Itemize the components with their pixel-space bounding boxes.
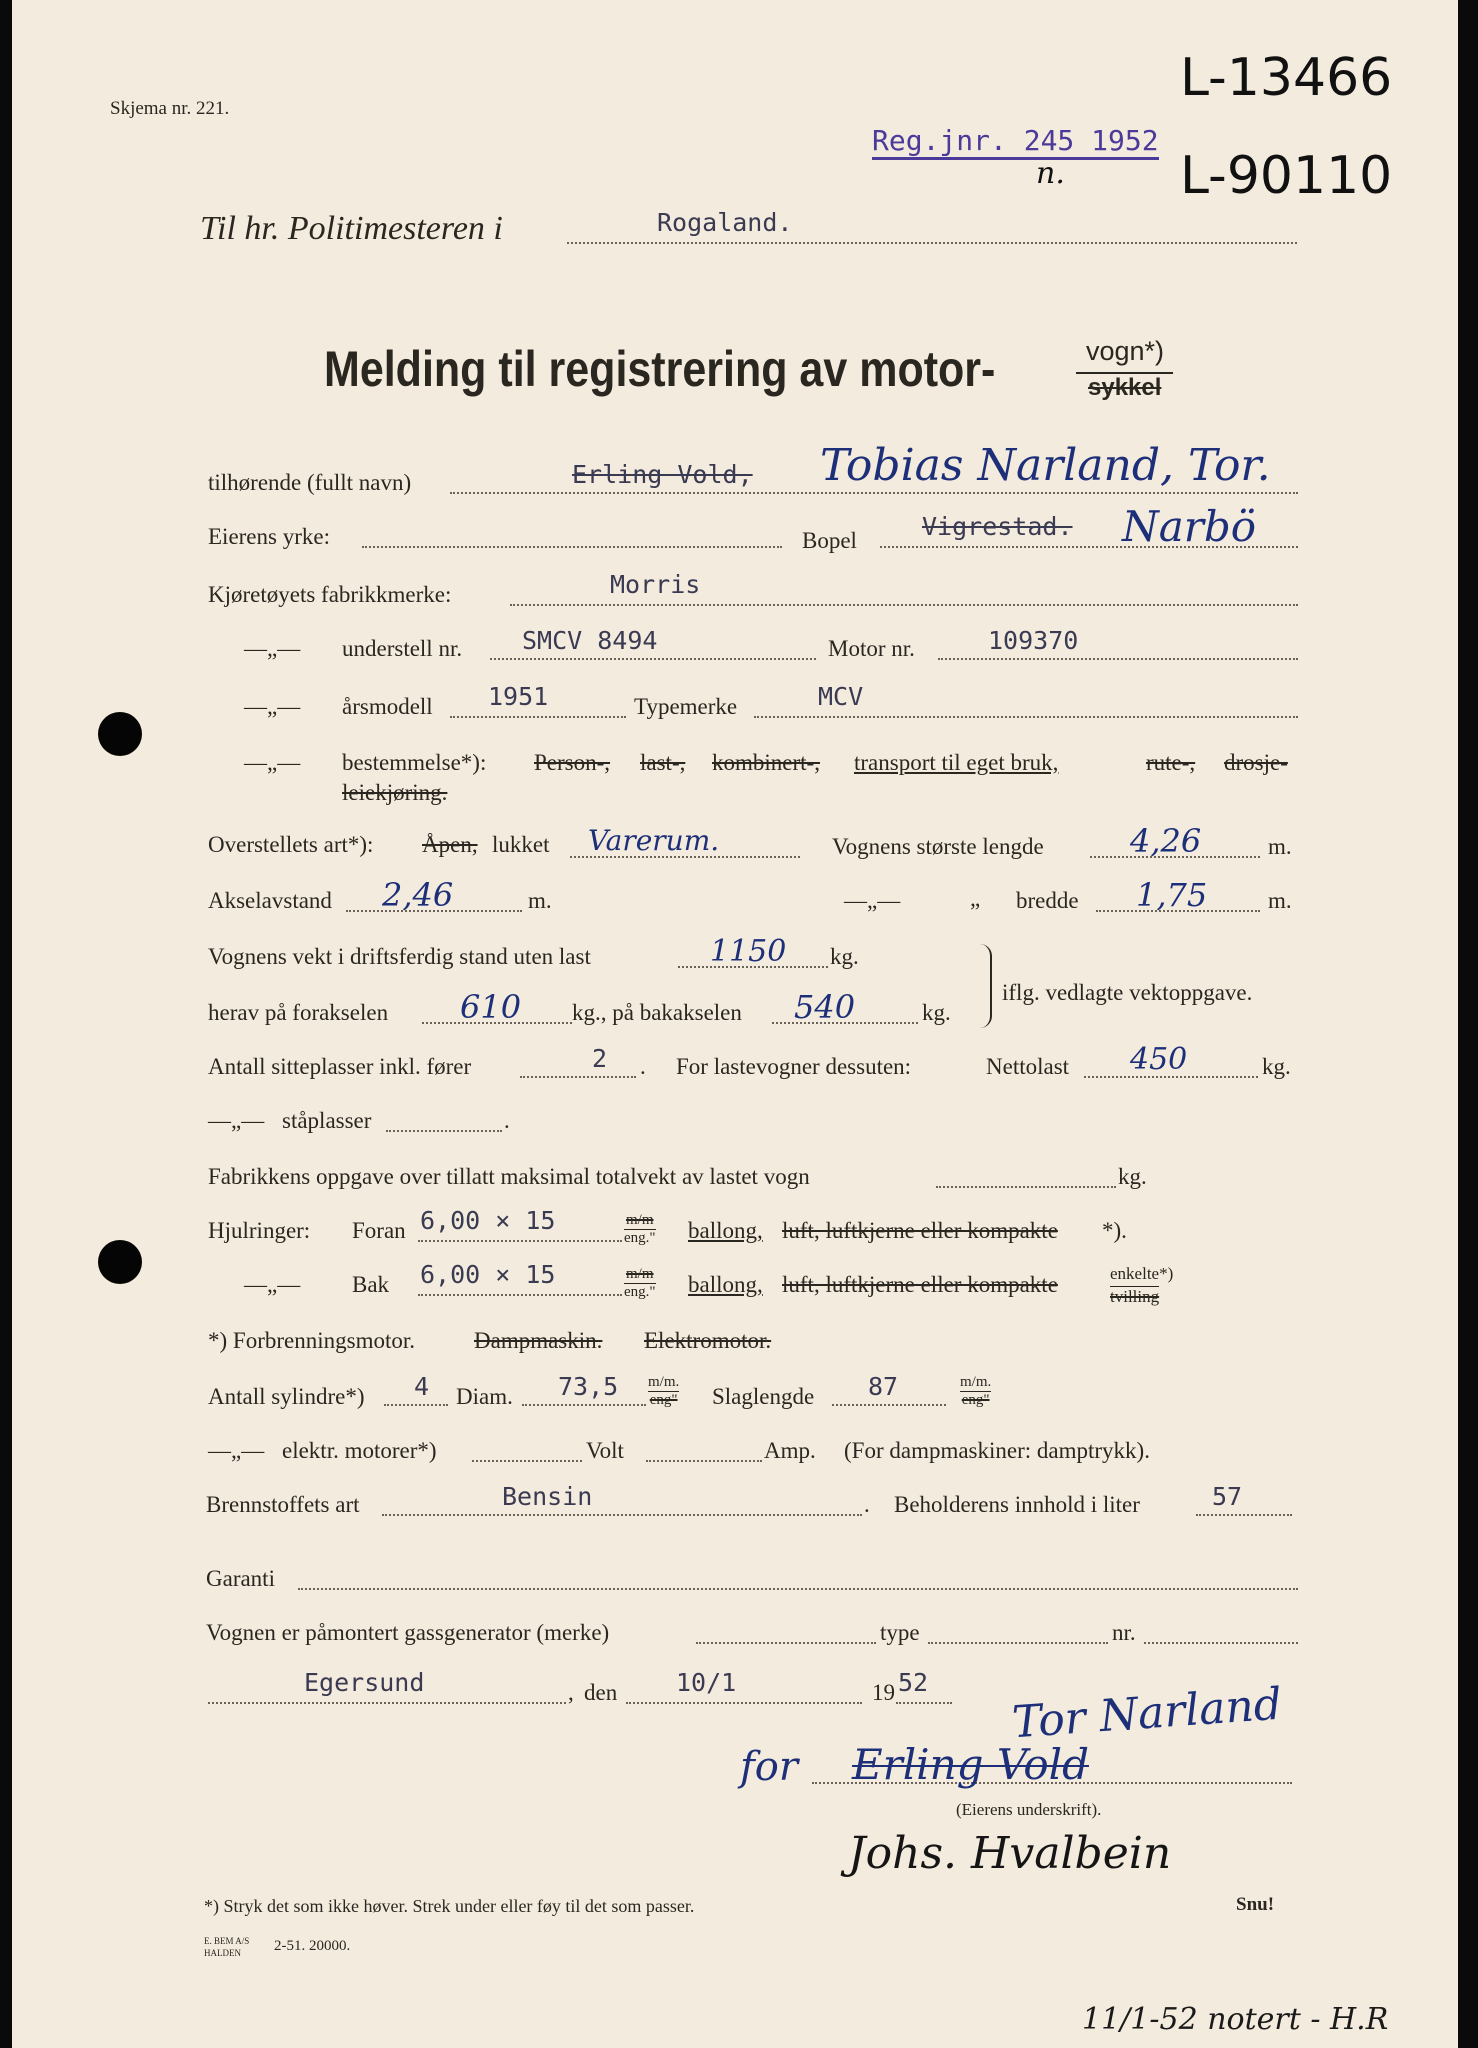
seats-end: . (640, 1054, 646, 1079)
max-weight-label: Fabrikkens oppgave over tillatt maksimal totalvekt av lastet vogn (208, 1164, 810, 1189)
type-label: Typemerke (634, 694, 738, 719)
diameter-unit-eng: eng" (649, 1392, 678, 1408)
type-value: MCV (818, 682, 864, 711)
punch-hole-bottom (98, 1240, 142, 1284)
wheelbase-label: Akselavstand (208, 888, 332, 913)
tyres-rear-unit (624, 1266, 656, 1301)
printer-city: HALDEN (204, 1948, 241, 1958)
print-info: 2-51. 20000. (274, 1938, 351, 1954)
tank-line (1196, 1514, 1292, 1516)
chassis-label: understell nr. (342, 636, 463, 661)
title-option-vogn: vogn*) (1086, 336, 1165, 366)
width-label: bredde (1016, 888, 1079, 913)
standing-line (386, 1130, 502, 1132)
wheelbase-unit: m. (528, 888, 552, 913)
stroke-unit-eng: eng" (961, 1392, 990, 1408)
ditto-purpose: —„— (244, 750, 301, 775)
addressee-value: Rogaland. (657, 208, 793, 237)
purpose-own-transport: transport til eget bruk, (854, 750, 1059, 775)
standing-end: . (504, 1108, 510, 1133)
date-label: den (584, 1680, 618, 1705)
length-value: 4,26 (1130, 822, 1202, 860)
ditto-model: —„— (244, 694, 301, 719)
owner-handwritten: Tobias Narland, Tor. (820, 440, 1271, 491)
tyres-rear-value: 6,00 × 15 (420, 1260, 556, 1289)
motor-value: 109370 (988, 626, 1079, 655)
addressee-label: Til hr. Politimesteren i (200, 210, 503, 247)
electric-label: elektr. motorer*) (282, 1438, 437, 1463)
model-year-value: 1951 (488, 682, 549, 711)
model-year-line (450, 716, 626, 718)
punch-hole-top (98, 712, 142, 756)
signature-caption: (Eierens underskrift). (956, 1800, 1102, 1819)
year-prefix: 19 (872, 1680, 895, 1705)
owner-label: tilhørende (fullt navn) (208, 470, 412, 495)
owner-typed-struck: Erling Vold, (572, 460, 753, 489)
purpose-combined: kombinert-, (712, 750, 820, 775)
tyres-rear-line (418, 1294, 622, 1296)
front-axle-value: 610 (460, 988, 522, 1026)
purpose-taxi: drosje- (1224, 750, 1288, 775)
volt-line (646, 1460, 762, 1462)
gas-line (696, 1642, 876, 1644)
purpose-goods: last-, (640, 750, 686, 775)
width-unit: m. (1268, 888, 1292, 913)
tank-label: Beholderens innhold i liter (894, 1492, 1140, 1517)
ditto-electric: —„— (208, 1438, 265, 1463)
tyres-front-end: *). (1102, 1218, 1127, 1243)
seats-label: Antall sitteplasser inkl. fører (208, 1054, 472, 1079)
stroke-unit (960, 1374, 991, 1409)
body-closed-label: lukket (492, 832, 550, 857)
body-label: Overstellets art*): (208, 832, 374, 857)
cylinders-label: Antall sylindre*) (208, 1384, 365, 1409)
occupation-line (362, 546, 782, 548)
chassis-value: SMCV 8494 (522, 626, 658, 655)
type-line (754, 716, 1298, 718)
reference-number-2: L-90110 (1180, 146, 1393, 206)
place-line (208, 1702, 566, 1704)
ditto-width-mark: „ (970, 886, 981, 911)
margin-note: 11/1-52 notert - H.R (1082, 2002, 1389, 2037)
payload-value: 450 (1130, 1042, 1188, 1077)
length-unit: m. (1268, 834, 1292, 859)
ditto-tyres: —„— (244, 1272, 301, 1297)
journal-stamp-suffix: n. (1036, 156, 1065, 191)
seats-value: 2 (592, 1044, 608, 1073)
residence-handwritten: Narbö (1122, 502, 1257, 551)
length-label: Vognens største lengde (832, 834, 1044, 859)
tyres-label: Hjulringer: (208, 1218, 311, 1243)
place-comma: , (568, 1680, 574, 1705)
weight-value: 1150 (710, 934, 787, 969)
gas-type-line (928, 1642, 1108, 1644)
tyres-front-value: 6,00 × 15 (420, 1206, 556, 1235)
tyres-front-balloon: ballong, (688, 1218, 763, 1243)
steam-note: (For dampmaskiner: damptrykk). (844, 1438, 1150, 1463)
year-value: 52 (898, 1668, 929, 1697)
standing-label: ståplasser (282, 1108, 372, 1133)
date-line (626, 1702, 862, 1704)
diameter-unit-mm: m/m. (648, 1374, 680, 1390)
weight-note: iflg. vedlagte vektoppgave. (1002, 980, 1253, 1005)
addressee-line (567, 242, 1297, 244)
wheelbase-value: 2,46 (382, 876, 454, 914)
tyres-front-label: Foran (352, 1218, 406, 1243)
purpose-route: rute-, (1146, 750, 1196, 775)
place-value: Egersund (304, 1668, 425, 1697)
volt-label: Volt (586, 1438, 624, 1463)
weight-label: Vognens vekt i driftsferdig stand uten last (208, 944, 591, 969)
ditto-standing: —„— (208, 1108, 265, 1133)
stroke-line (832, 1404, 946, 1406)
max-weight-line (936, 1186, 1116, 1188)
tyres-front-line (418, 1240, 622, 1242)
stroke-label: Slaglengde (712, 1384, 815, 1409)
motor-label: Motor nr. (828, 636, 915, 661)
title-option-sykkel: sykkel (1076, 372, 1173, 402)
purpose-person: Person-, (534, 750, 611, 775)
ditto-chassis: —„— (244, 636, 301, 661)
width-value: 1,75 (1136, 876, 1208, 914)
tyres-front-unit (624, 1212, 656, 1247)
body-open: Åpen, (422, 832, 478, 857)
date-value: 10/1 (676, 1668, 737, 1697)
fuel-value: Bensin (502, 1482, 593, 1511)
stroke-value: 87 (868, 1372, 899, 1401)
electric-line (472, 1460, 582, 1462)
ditto-width: —„— (844, 888, 901, 913)
rear-axle-unit: kg. (922, 1000, 951, 1025)
diameter-line (522, 1404, 646, 1406)
tyres-rear-unit-eng: eng." (624, 1284, 656, 1300)
residence-label: Bopel (802, 528, 857, 553)
owner-line (450, 492, 1298, 494)
tyres-rear-balloon: ballong, (688, 1272, 763, 1297)
form-title: Melding til registrering av motor- (324, 341, 996, 397)
tyres-single: enkelte*) (1110, 1264, 1174, 1283)
make-line (510, 604, 1298, 606)
tyres-front-unit-mm: m/m (626, 1212, 654, 1228)
fuel-end: . (864, 1492, 870, 1517)
turn-page: Snu! (1236, 1894, 1275, 1915)
gas-nr-line (1144, 1642, 1298, 1644)
engine-electric: Elektromotor. (644, 1328, 772, 1353)
signature-previous-owner: Erling Vold (852, 1740, 1089, 1789)
reference-number-1: L-13466 (1180, 48, 1393, 108)
tyres-rear-types: luft, luftkjerne eller kompakte (782, 1272, 1058, 1297)
year-line (896, 1702, 952, 1704)
diameter-label: Diam. (456, 1384, 513, 1409)
warranty-line (298, 1588, 1298, 1590)
occupation-label: Eierens yrke: (208, 524, 330, 549)
form-number: Skjema nr. 221. (110, 98, 230, 119)
gas-label: Vognen er påmontert gassgenerator (merke) (206, 1620, 610, 1645)
tyres-rear-label: Bak (352, 1272, 390, 1297)
diameter-value: 73,5 (558, 1372, 619, 1401)
lorry-label: For lastevogner dessuten: (676, 1054, 912, 1079)
max-weight-unit: kg. (1118, 1164, 1147, 1189)
signature-owner: Tor Narland (1010, 1678, 1284, 1749)
gas-type-label: type (880, 1620, 920, 1645)
payload-unit: kg. (1262, 1054, 1291, 1079)
warranty-label: Garanti (206, 1566, 275, 1591)
engine-combustion: *) Forbrenningsmotor. (208, 1328, 415, 1353)
make-label: Kjøretøyets fabrikkmerke: (208, 582, 452, 607)
amp-label: Amp. (764, 1438, 816, 1463)
purpose-label: bestemmelse*): (342, 750, 487, 775)
printer-name: E. BEM A/S (204, 1936, 250, 1946)
body-closed-value: Varerum. (588, 824, 720, 857)
chassis-line (490, 658, 816, 660)
diameter-unit (648, 1374, 679, 1409)
tyres-rear-unit-mm: m/m (626, 1266, 654, 1282)
model-year-label: årsmodell (342, 694, 433, 719)
signature-for: for (740, 1744, 799, 1790)
cylinders-line (384, 1404, 448, 1406)
weight-unit: kg. (830, 944, 859, 969)
form-sheet (12, 0, 1458, 2048)
signature-official: Johs. Hvalbein (848, 1828, 1172, 1879)
rear-axle-label: kg., på bakakselen (572, 1000, 742, 1025)
motor-line (938, 658, 1298, 660)
make-value: Morris (610, 570, 701, 599)
tyres-front-unit-eng: eng." (624, 1230, 656, 1246)
footer-note: *) Stryk det som ikke høver. Strek under eller føy til det som passer. (204, 1896, 695, 1916)
residence-struck: Vigrestad. (922, 512, 1073, 541)
seats-line (520, 1076, 636, 1078)
cylinders-value: 4 (414, 1372, 430, 1401)
tank-value: 57 (1212, 1482, 1243, 1511)
tyres-twin: tvilling (1110, 1287, 1160, 1306)
fuel-line (382, 1514, 862, 1516)
engine-steam: Dampmaskin. (474, 1328, 603, 1353)
journal-stamp: Reg.jnr. 245 1952 (872, 124, 1159, 160)
payload-label: Nettolast (986, 1054, 1070, 1079)
fuel-label: Brennstoffets art (206, 1492, 360, 1517)
rear-axle-value: 540 (794, 988, 856, 1026)
gas-nr-label: nr. (1112, 1620, 1136, 1645)
weight-brace (980, 944, 992, 1028)
tyres-front-types: luft, luftkjerne eller kompakte (782, 1218, 1058, 1243)
front-axle-label: herav på forakselen (208, 1000, 389, 1025)
purpose-hire: leiekjøring. (342, 780, 448, 805)
stroke-unit-mm: m/m. (960, 1374, 992, 1390)
